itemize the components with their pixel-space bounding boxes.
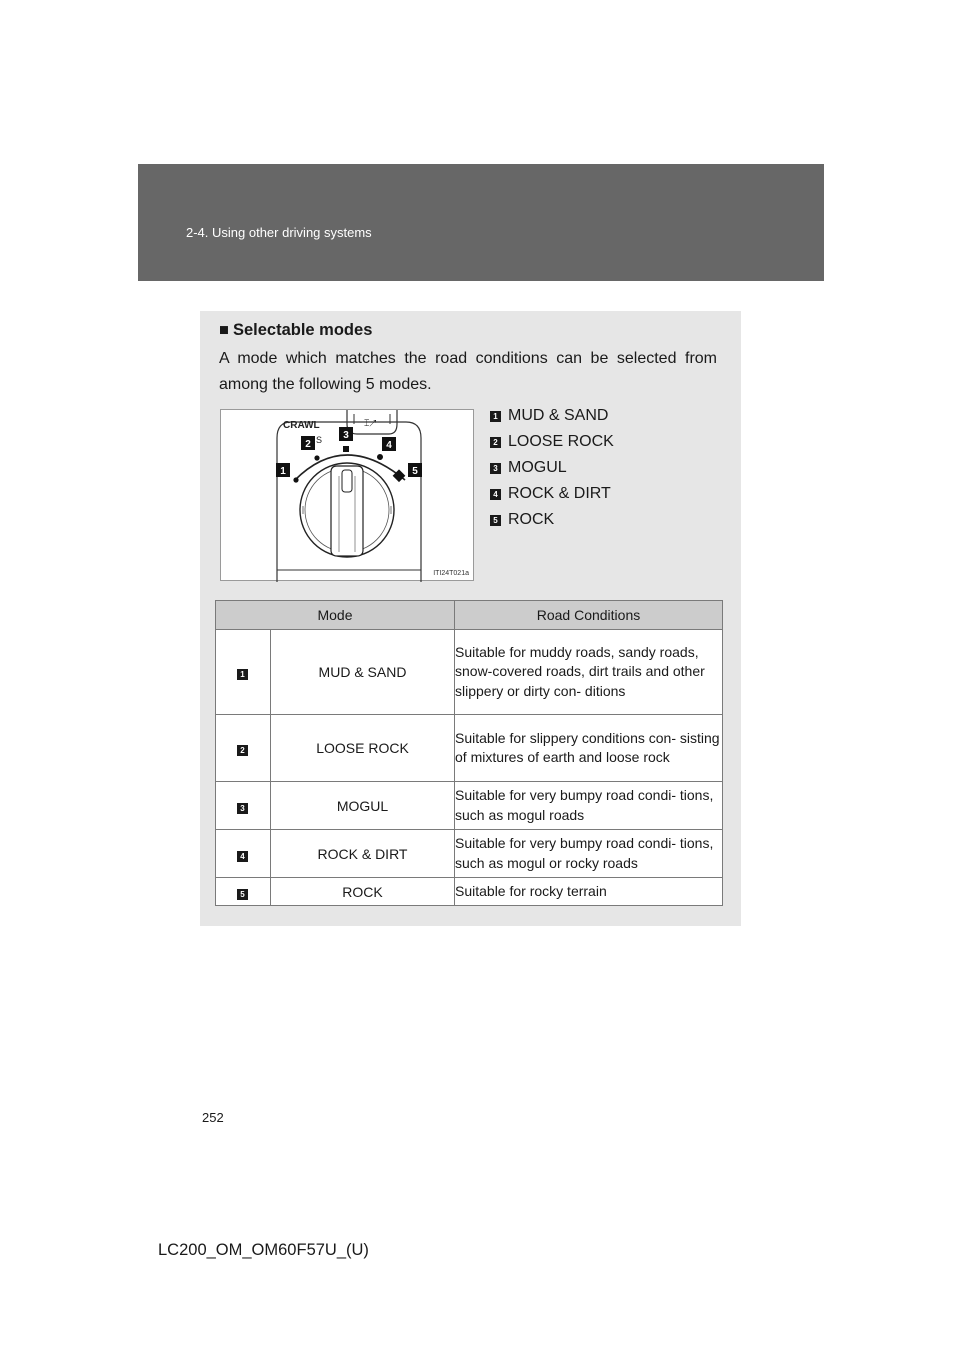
speed-marking: S: [316, 435, 323, 445]
legend-label: ROCK: [508, 511, 555, 528]
legend-item: [490, 429, 614, 455]
square-bullet-icon: ■: [219, 321, 229, 339]
scale-dot-mode-4: [377, 454, 383, 460]
mode-conditions-table: [215, 600, 723, 906]
legend-item: [490, 455, 614, 481]
table-row: [216, 830, 723, 878]
number-badge-icon: 2: [237, 745, 248, 756]
scale-dot-mode-2: [314, 455, 319, 460]
conditions-cell: Suitable for rocky terrain: [455, 878, 723, 906]
row-number-cell: [216, 715, 271, 782]
mode-cell: LOOSE ROCK: [271, 715, 455, 782]
mode-cell: ROCK: [271, 878, 455, 906]
info-panel: [200, 311, 741, 926]
mode-cell: MOGUL: [271, 782, 455, 830]
column-header-mode: Mode: [216, 601, 455, 630]
table-header-row: [216, 601, 723, 630]
number-badge-icon: 1: [490, 411, 501, 422]
mode-cell: ROCK & DIRT: [271, 830, 455, 878]
button-symbol-icon: ⌶↗: [364, 418, 377, 428]
callout-2-number: 2: [305, 439, 311, 450]
callout-5-number: 5: [412, 466, 418, 477]
crawl-label: CRAWL: [283, 420, 320, 431]
row-number-cell: [216, 782, 271, 830]
callout-4-number: 4: [386, 440, 392, 451]
legend-label: LOOSE ROCK: [508, 433, 614, 450]
legend-item: [490, 481, 614, 507]
mode-dial-illustration: [220, 409, 474, 581]
mode-cell: MUD & SAND: [271, 630, 455, 715]
number-badge-icon: 5: [490, 515, 501, 526]
mode-legend: [490, 403, 614, 533]
number-badge-icon: 4: [490, 489, 501, 500]
intro-paragraph: A mode which matches the road conditions can be selected from among the following 5 modes.: [219, 350, 717, 393]
number-badge-icon: 1: [237, 669, 248, 680]
page-number: 252: [202, 1110, 224, 1125]
conditions-cell: Suitable for muddy roads, sandy roads, snow-covered roads, dirt trails and other slippery or dirty con- ditions: [455, 630, 723, 715]
callout-3-number: 3: [343, 430, 349, 441]
page-header: [138, 164, 824, 281]
table-row: [216, 630, 723, 715]
section-title: Selectable modes: [232, 321, 373, 339]
row-number-cell: [216, 830, 271, 878]
section-breadcrumb: 2-4. Using other driving systems: [186, 225, 372, 240]
scale-mark-mode-3: [343, 446, 349, 452]
table-row: [216, 715, 723, 782]
dial-grip: [331, 466, 363, 556]
number-badge-icon: 3: [490, 463, 501, 474]
callout-1-number: 1: [280, 466, 286, 477]
conditions-cell: Suitable for very bumpy road condi- tions, such as mogul roads: [455, 782, 723, 830]
legend-label: MOGUL: [508, 459, 567, 476]
number-badge-icon: 3: [237, 803, 248, 814]
mode-dial-drawing: [221, 410, 475, 582]
legend-item: [490, 507, 614, 533]
table-row: [216, 878, 723, 906]
column-header-conditions: Road Conditions: [455, 601, 723, 630]
legend-item: [490, 403, 614, 429]
section-heading: [219, 321, 372, 340]
figure-code: ITI24T021a: [433, 570, 469, 577]
scale-dot-mode-1: [293, 477, 298, 482]
conditions-cell: Suitable for very bumpy road condi- tions, such as mogul or rocky roads: [455, 830, 723, 878]
legend-label: ROCK & DIRT: [508, 485, 611, 502]
row-number-cell: [216, 878, 271, 906]
number-badge-icon: 2: [490, 437, 501, 448]
number-badge-icon: 4: [237, 851, 248, 862]
legend-label: MUD & SAND: [508, 407, 609, 424]
table-row: [216, 782, 723, 830]
row-number-cell: [216, 630, 271, 715]
conditions-cell: Suitable for slippery conditions con- sisting of mixtures of earth and loose rock: [455, 715, 723, 782]
number-badge-icon: 5: [237, 889, 248, 900]
document-code: LC200_OM_OM60F57U_(U): [158, 1241, 369, 1259]
